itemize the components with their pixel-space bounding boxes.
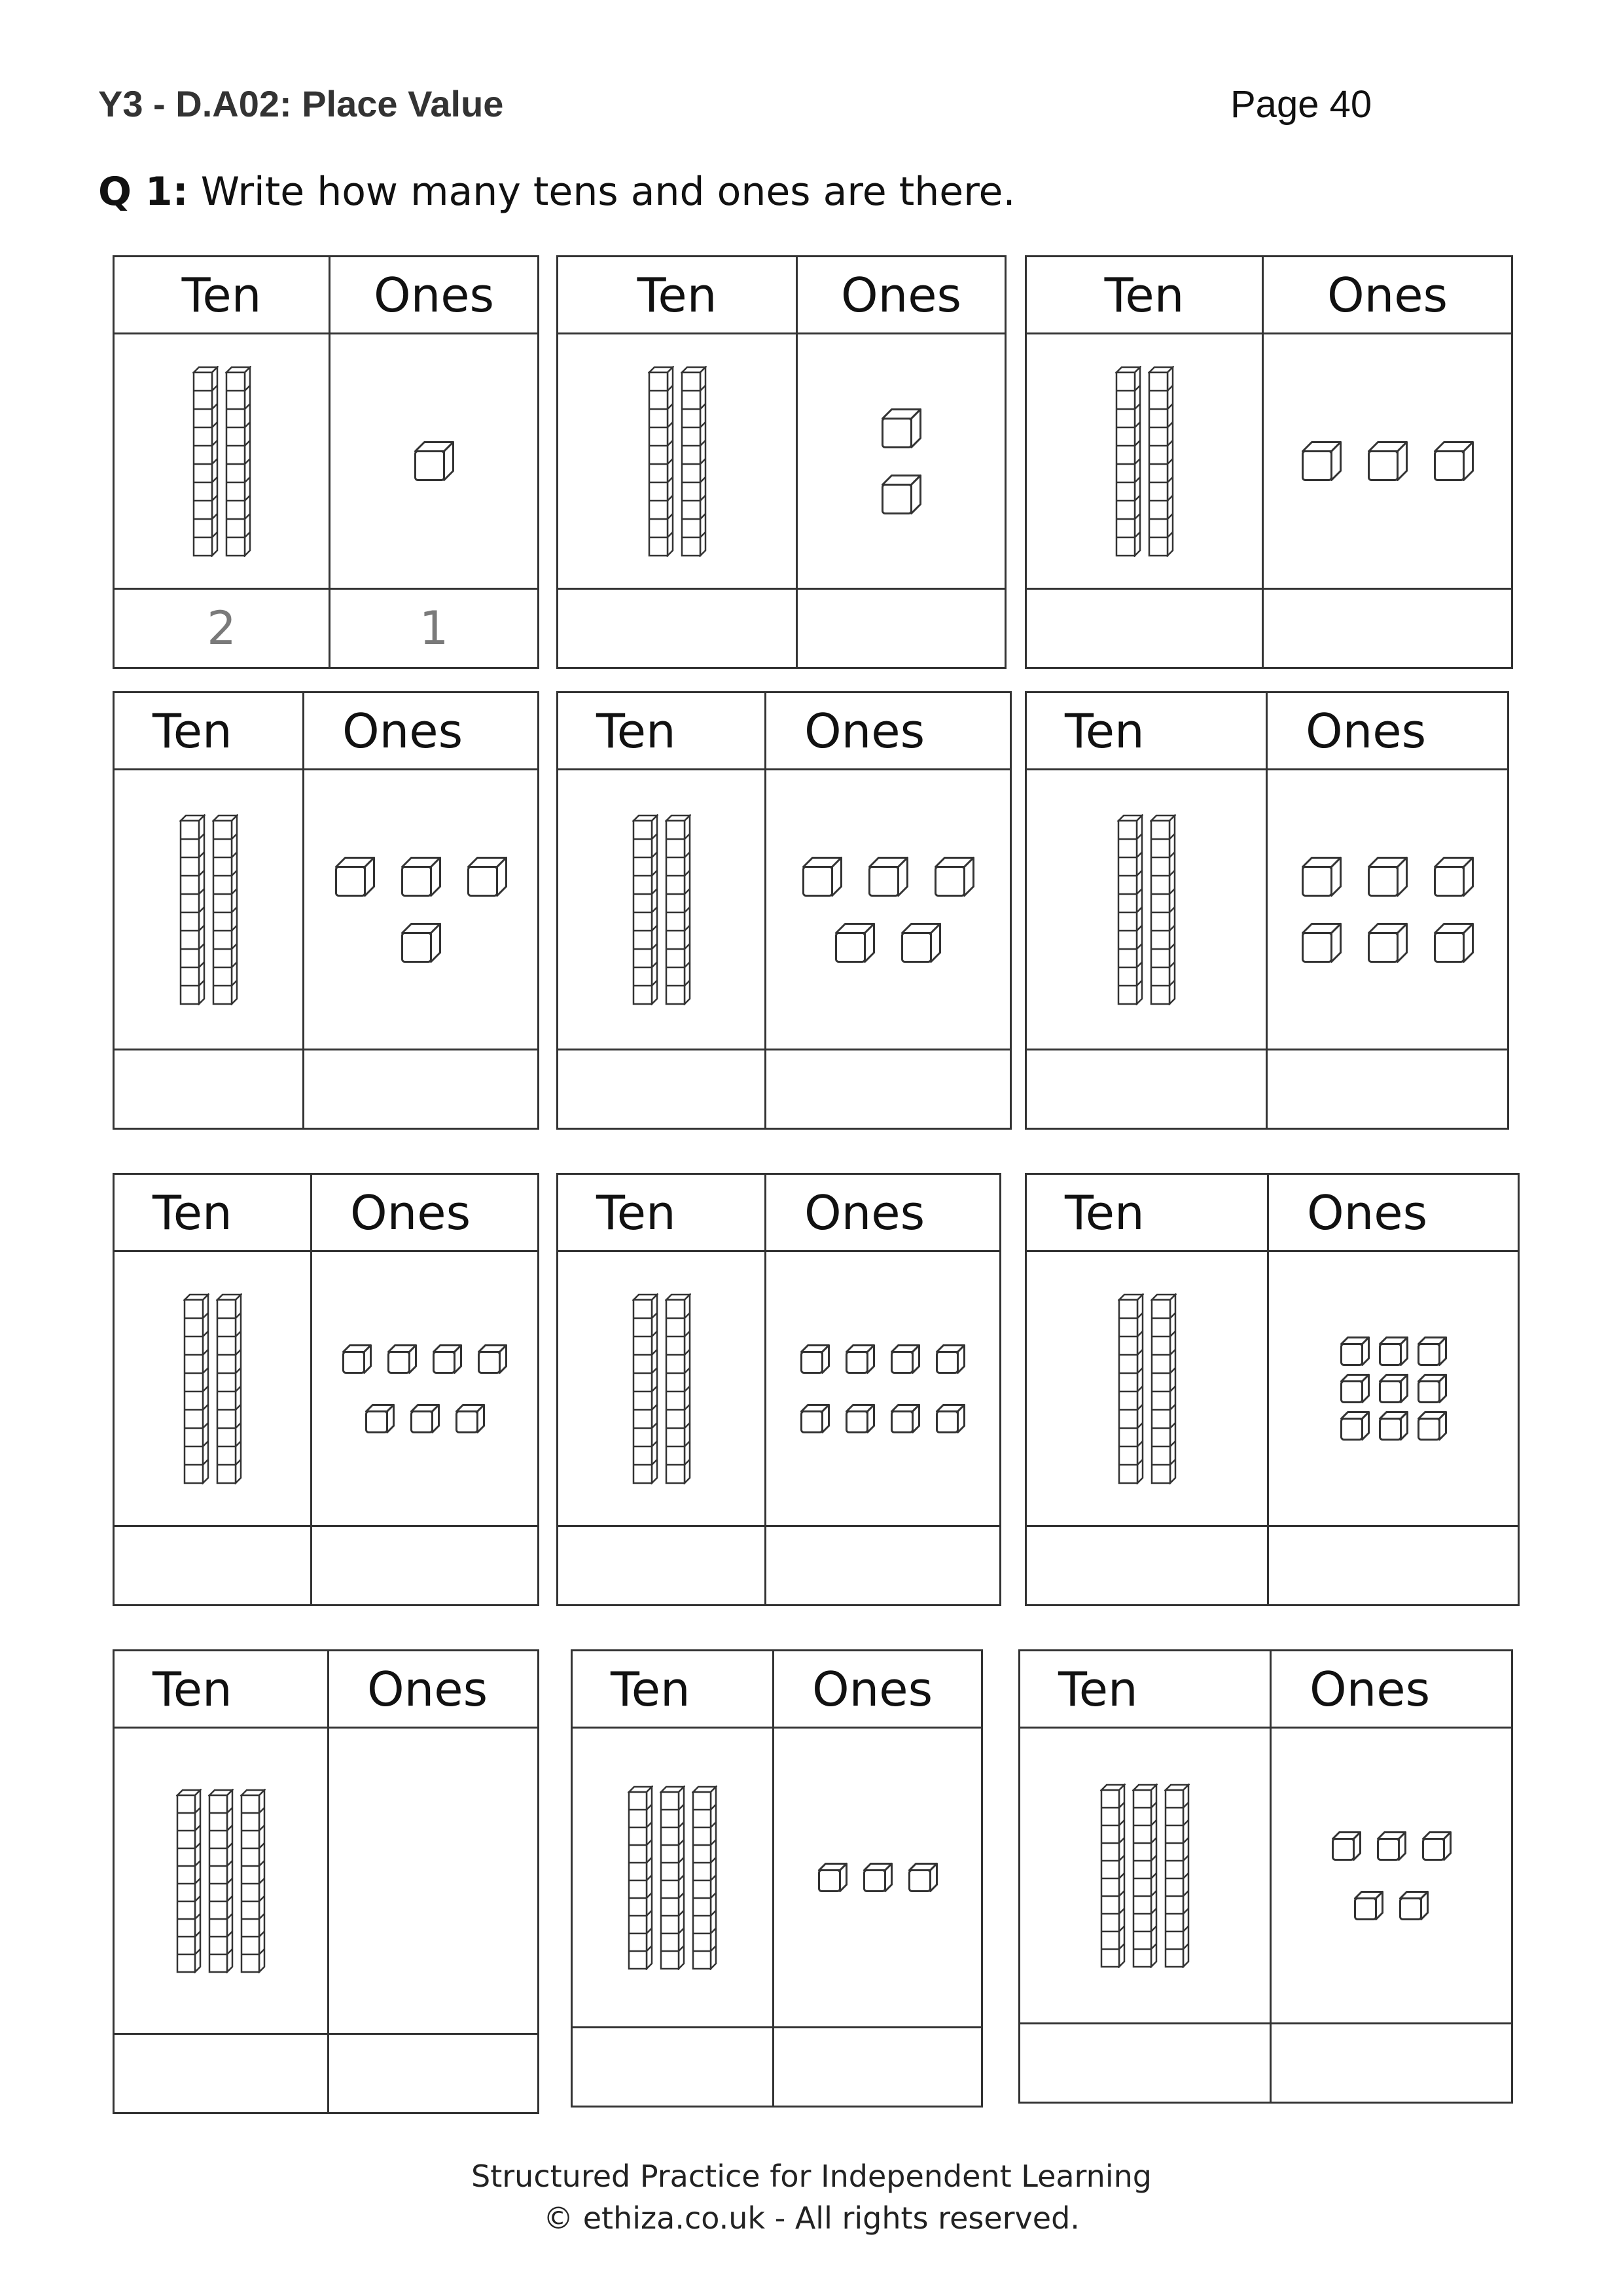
one-cube-icon bbox=[890, 1344, 921, 1374]
ones-blocks bbox=[329, 1729, 537, 2035]
tens-blocks bbox=[558, 770, 766, 1050]
ones-header: Ones bbox=[798, 257, 1005, 334]
ten-rod-icon bbox=[681, 366, 707, 557]
tens-answer-box[interactable] bbox=[1027, 590, 1264, 667]
one-cube-icon bbox=[834, 922, 876, 963]
tens-header: Ten bbox=[1027, 1175, 1269, 1252]
ten-rod-icon bbox=[1132, 1784, 1158, 1968]
tens-blocks bbox=[115, 1729, 329, 2035]
one-cube-icon bbox=[881, 408, 922, 449]
one-cube-icon bbox=[845, 1344, 876, 1374]
ones-answer-box[interactable] bbox=[329, 2035, 537, 2112]
one-cube-icon bbox=[935, 1344, 966, 1374]
tens-answer-box[interactable] bbox=[1027, 1050, 1268, 1128]
cube-row bbox=[1340, 1373, 1448, 1404]
tens-blocks bbox=[1027, 1252, 1269, 1527]
one-cube-icon bbox=[401, 922, 442, 963]
footer-line-1: Structured Practice for Independent Learning bbox=[471, 2159, 1152, 2194]
one-cube-icon bbox=[935, 1403, 966, 1434]
ten-rod-icon bbox=[1100, 1784, 1126, 1968]
tens-answer-box[interactable] bbox=[573, 2028, 774, 2106]
tens-answer-box[interactable] bbox=[558, 1050, 766, 1128]
one-cube-icon bbox=[863, 1862, 893, 1893]
place-value-card bbox=[113, 255, 539, 669]
tens-answer-box[interactable] bbox=[115, 1527, 312, 1604]
cube-row bbox=[1301, 440, 1474, 482]
ones-header: Ones bbox=[304, 693, 537, 770]
cube-row bbox=[817, 1862, 938, 1893]
place-value-card bbox=[556, 255, 1007, 669]
one-cube-icon bbox=[455, 1403, 486, 1434]
one-cube-icon bbox=[1433, 856, 1474, 897]
one-cube-icon bbox=[387, 1344, 418, 1374]
ones-answer-box[interactable] bbox=[1268, 1050, 1507, 1128]
tens-answer-box[interactable] bbox=[558, 590, 798, 667]
one-cube-icon bbox=[410, 1403, 440, 1434]
tens-blocks bbox=[115, 1252, 312, 1527]
one-cube-icon bbox=[881, 474, 922, 515]
one-cube-icon bbox=[908, 1862, 938, 1893]
one-cubes bbox=[414, 440, 455, 482]
ten-rods bbox=[632, 814, 691, 1005]
tens-answer-box[interactable] bbox=[115, 2035, 329, 2112]
one-cube-icon bbox=[1378, 1410, 1409, 1441]
tens-blocks bbox=[558, 1252, 766, 1527]
one-cube-icon bbox=[817, 1862, 848, 1893]
ten-rod-icon bbox=[632, 1293, 658, 1484]
place-value-card bbox=[556, 691, 1012, 1130]
ten-rod-icon bbox=[628, 1785, 653, 1970]
one-cube-icon bbox=[1367, 922, 1408, 963]
ones-answer-box[interactable] bbox=[766, 1050, 1010, 1128]
one-cube-icon bbox=[845, 1403, 876, 1434]
ones-answer-box[interactable] bbox=[1272, 2024, 1511, 2102]
one-cube-icon bbox=[800, 1403, 830, 1434]
ten-rod-icon bbox=[208, 1789, 234, 1973]
ones-answer-box[interactable] bbox=[766, 1527, 999, 1604]
one-cube-icon bbox=[1331, 1831, 1362, 1861]
one-cubes bbox=[1340, 1336, 1448, 1441]
one-cubes bbox=[881, 408, 922, 515]
cube-row bbox=[1353, 1890, 1429, 1921]
tens-blocks bbox=[1020, 1729, 1272, 2024]
ten-rod-icon bbox=[240, 1789, 266, 1973]
ten-rod-icon bbox=[1164, 1784, 1190, 1968]
ten-rods bbox=[1118, 1293, 1177, 1484]
ten-rods bbox=[1115, 366, 1174, 557]
one-cube-icon bbox=[432, 1344, 463, 1374]
tens-header: Ten bbox=[573, 1651, 774, 1729]
one-cube-icon bbox=[1301, 856, 1342, 897]
ten-rod-icon bbox=[216, 1293, 242, 1484]
ten-rods bbox=[1117, 814, 1176, 1005]
place-value-card bbox=[113, 1649, 539, 2114]
ones-answer-box[interactable] bbox=[1264, 590, 1511, 667]
ones-header: Ones bbox=[1272, 1651, 1511, 1729]
ones-blocks bbox=[1269, 1252, 1518, 1527]
one-cube-icon bbox=[414, 440, 455, 482]
one-cube-icon bbox=[901, 922, 942, 963]
tens-answer-box[interactable] bbox=[115, 1050, 304, 1128]
ten-rod-icon bbox=[692, 1785, 717, 1970]
one-cube-icon bbox=[890, 1403, 921, 1434]
one-cube-icon bbox=[334, 856, 376, 897]
cube-row bbox=[1340, 1410, 1448, 1441]
ones-blocks bbox=[766, 770, 1010, 1050]
ten-rod-icon bbox=[665, 1293, 691, 1484]
cube-row bbox=[1301, 922, 1474, 963]
one-cube-icon bbox=[365, 1403, 395, 1434]
cube-row bbox=[881, 408, 922, 449]
tens-header: Ten bbox=[558, 693, 766, 770]
place-value-card bbox=[571, 1649, 983, 2108]
page-number: Page 40 bbox=[1230, 83, 1372, 126]
tens-header: Ten bbox=[1020, 1651, 1272, 1729]
tens-blocks bbox=[1027, 334, 1264, 590]
tens-blocks bbox=[115, 770, 304, 1050]
one-cube-icon bbox=[1433, 440, 1474, 482]
ten-rod-icon bbox=[192, 366, 219, 557]
ten-rods bbox=[176, 1789, 266, 1973]
place-value-card bbox=[1025, 1173, 1520, 1606]
ten-rods bbox=[648, 366, 707, 557]
ones-header: Ones bbox=[774, 1651, 981, 1729]
tens-header: Ten bbox=[558, 257, 798, 334]
cube-row bbox=[1301, 856, 1474, 897]
one-cubes bbox=[342, 1344, 508, 1434]
ones-answer-box[interactable] bbox=[1269, 1527, 1518, 1604]
one-cube-icon bbox=[342, 1344, 372, 1374]
ten-rod-icon bbox=[665, 814, 691, 1005]
ten-rods bbox=[192, 366, 251, 557]
ten-rod-icon bbox=[632, 814, 658, 1005]
one-cubes bbox=[334, 856, 508, 963]
tens-answer-box[interactable] bbox=[1027, 1527, 1269, 1604]
place-value-card bbox=[113, 1173, 539, 1606]
tens-blocks bbox=[1027, 770, 1268, 1050]
ten-rods bbox=[1100, 1784, 1190, 1968]
one-cubes bbox=[817, 1862, 938, 1893]
cube-row bbox=[365, 1403, 486, 1434]
place-value-card bbox=[1025, 691, 1509, 1130]
ten-rod-icon bbox=[212, 814, 238, 1005]
ten-rod-icon bbox=[176, 1789, 202, 1973]
one-cube-icon bbox=[868, 856, 909, 897]
one-cube-icon bbox=[1421, 1831, 1452, 1861]
one-cubes bbox=[800, 1344, 966, 1434]
question-label: Q 1: bbox=[98, 169, 188, 215]
one-cube-icon bbox=[1417, 1336, 1448, 1367]
cube-row bbox=[800, 1344, 966, 1374]
cube-row bbox=[834, 922, 942, 963]
one-cube-icon bbox=[1301, 440, 1342, 482]
cube-row bbox=[800, 1403, 966, 1434]
cube-row bbox=[342, 1344, 508, 1374]
tens-answer-box[interactable] bbox=[558, 1527, 766, 1604]
one-cube-icon bbox=[1378, 1373, 1409, 1404]
ones-blocks bbox=[312, 1252, 537, 1527]
place-value-card bbox=[556, 1173, 1001, 1606]
tens-header: Ten bbox=[558, 1175, 766, 1252]
question-prompt bbox=[98, 169, 1016, 215]
footer-copyright: © ethiza.co.uk - All rights reserved. bbox=[543, 2200, 1080, 2236]
one-cube-icon bbox=[1417, 1410, 1448, 1441]
one-cube-icon bbox=[477, 1344, 508, 1374]
ten-rod-icon bbox=[183, 1293, 209, 1484]
one-cube-icon bbox=[467, 856, 508, 897]
ones-blocks bbox=[304, 770, 537, 1050]
ones-blocks bbox=[1264, 334, 1511, 590]
ones-header: Ones bbox=[330, 257, 537, 334]
one-cube-icon bbox=[1340, 1373, 1370, 1404]
ten-rod-icon bbox=[1150, 1293, 1177, 1484]
ten-rod-icon bbox=[660, 1785, 685, 1970]
tens-header: Ten bbox=[1027, 693, 1268, 770]
ones-header: Ones bbox=[1268, 693, 1507, 770]
ones-answer-box[interactable] bbox=[304, 1050, 537, 1128]
one-cube-icon bbox=[1340, 1410, 1370, 1441]
cube-row bbox=[802, 856, 975, 897]
tens-header: Ten bbox=[115, 257, 330, 334]
one-cube-icon bbox=[1301, 922, 1342, 963]
tens-blocks bbox=[573, 1729, 774, 2028]
question-text: Write how many tens and ones are there. bbox=[200, 169, 1016, 215]
ones-header: Ones bbox=[766, 1175, 999, 1252]
one-cube-icon bbox=[1376, 1831, 1407, 1861]
ones-header: Ones bbox=[1264, 257, 1511, 334]
one-cube-icon bbox=[1340, 1336, 1370, 1367]
ones-blocks bbox=[798, 334, 1005, 590]
ten-rod-icon bbox=[179, 814, 205, 1005]
one-cubes bbox=[1301, 856, 1474, 963]
ten-rod-icon bbox=[1118, 1293, 1144, 1484]
tens-blocks bbox=[115, 334, 330, 590]
ten-rod-icon bbox=[1117, 814, 1143, 1005]
cube-row bbox=[334, 856, 508, 897]
one-cube-icon bbox=[1417, 1373, 1448, 1404]
ones-answer-box[interactable] bbox=[312, 1527, 537, 1604]
one-cube-icon bbox=[1367, 440, 1408, 482]
cube-row bbox=[401, 922, 442, 963]
one-cube-icon bbox=[802, 856, 843, 897]
ten-rod-icon bbox=[648, 366, 674, 557]
ten-rods bbox=[183, 1293, 242, 1484]
one-cube-icon bbox=[401, 856, 442, 897]
ones-header: Ones bbox=[312, 1175, 537, 1252]
ones-header: Ones bbox=[329, 1651, 537, 1729]
ten-rods bbox=[632, 1293, 691, 1484]
cube-row bbox=[414, 440, 455, 482]
ones-header: Ones bbox=[766, 693, 1010, 770]
worksheet-title: Y3 - D.A02: Place Value bbox=[98, 83, 504, 124]
one-cube-icon bbox=[800, 1344, 830, 1374]
tens-answer-box[interactable] bbox=[1020, 2024, 1272, 2102]
one-cube-icon bbox=[934, 856, 975, 897]
cube-row bbox=[1331, 1831, 1452, 1861]
ones-answer-box[interactable] bbox=[774, 2028, 981, 2106]
tens-header: Ten bbox=[1027, 257, 1264, 334]
cube-row bbox=[881, 474, 922, 515]
place-value-card bbox=[1025, 255, 1513, 669]
one-cube-icon bbox=[1433, 922, 1474, 963]
tens-header: Ten bbox=[115, 1651, 329, 1729]
one-cubes bbox=[802, 856, 975, 963]
ten-rods bbox=[628, 1785, 717, 1970]
one-cube-icon bbox=[1353, 1890, 1384, 1921]
place-value-card bbox=[1018, 1649, 1513, 2104]
ones-header: Ones bbox=[1269, 1175, 1518, 1252]
ten-rods bbox=[179, 814, 238, 1005]
tens-header: Ten bbox=[115, 693, 304, 770]
ten-rod-icon bbox=[225, 366, 251, 557]
one-cube-icon bbox=[1367, 856, 1408, 897]
ten-rod-icon bbox=[1150, 814, 1176, 1005]
ones-blocks bbox=[1268, 770, 1507, 1050]
place-value-card bbox=[113, 691, 539, 1130]
one-cubes bbox=[1301, 440, 1474, 482]
cube-row bbox=[1340, 1336, 1448, 1367]
ones-answer-box[interactable]: 1 bbox=[419, 601, 449, 655]
one-cubes bbox=[1331, 1831, 1452, 1921]
ten-rod-icon bbox=[1115, 366, 1141, 557]
ten-rod-icon bbox=[1148, 366, 1174, 557]
ones-blocks bbox=[330, 334, 537, 590]
tens-answer-box[interactable]: 2 bbox=[115, 590, 330, 667]
tens-header: Ten bbox=[115, 1175, 312, 1252]
one-cube-icon bbox=[1399, 1890, 1429, 1921]
ones-blocks bbox=[1272, 1729, 1511, 2024]
tens-blocks bbox=[558, 334, 798, 590]
ones-blocks bbox=[774, 1729, 981, 2028]
ones-answer-box[interactable] bbox=[798, 590, 1005, 667]
ones-blocks bbox=[766, 1252, 999, 1527]
one-cube-icon bbox=[1378, 1336, 1409, 1367]
